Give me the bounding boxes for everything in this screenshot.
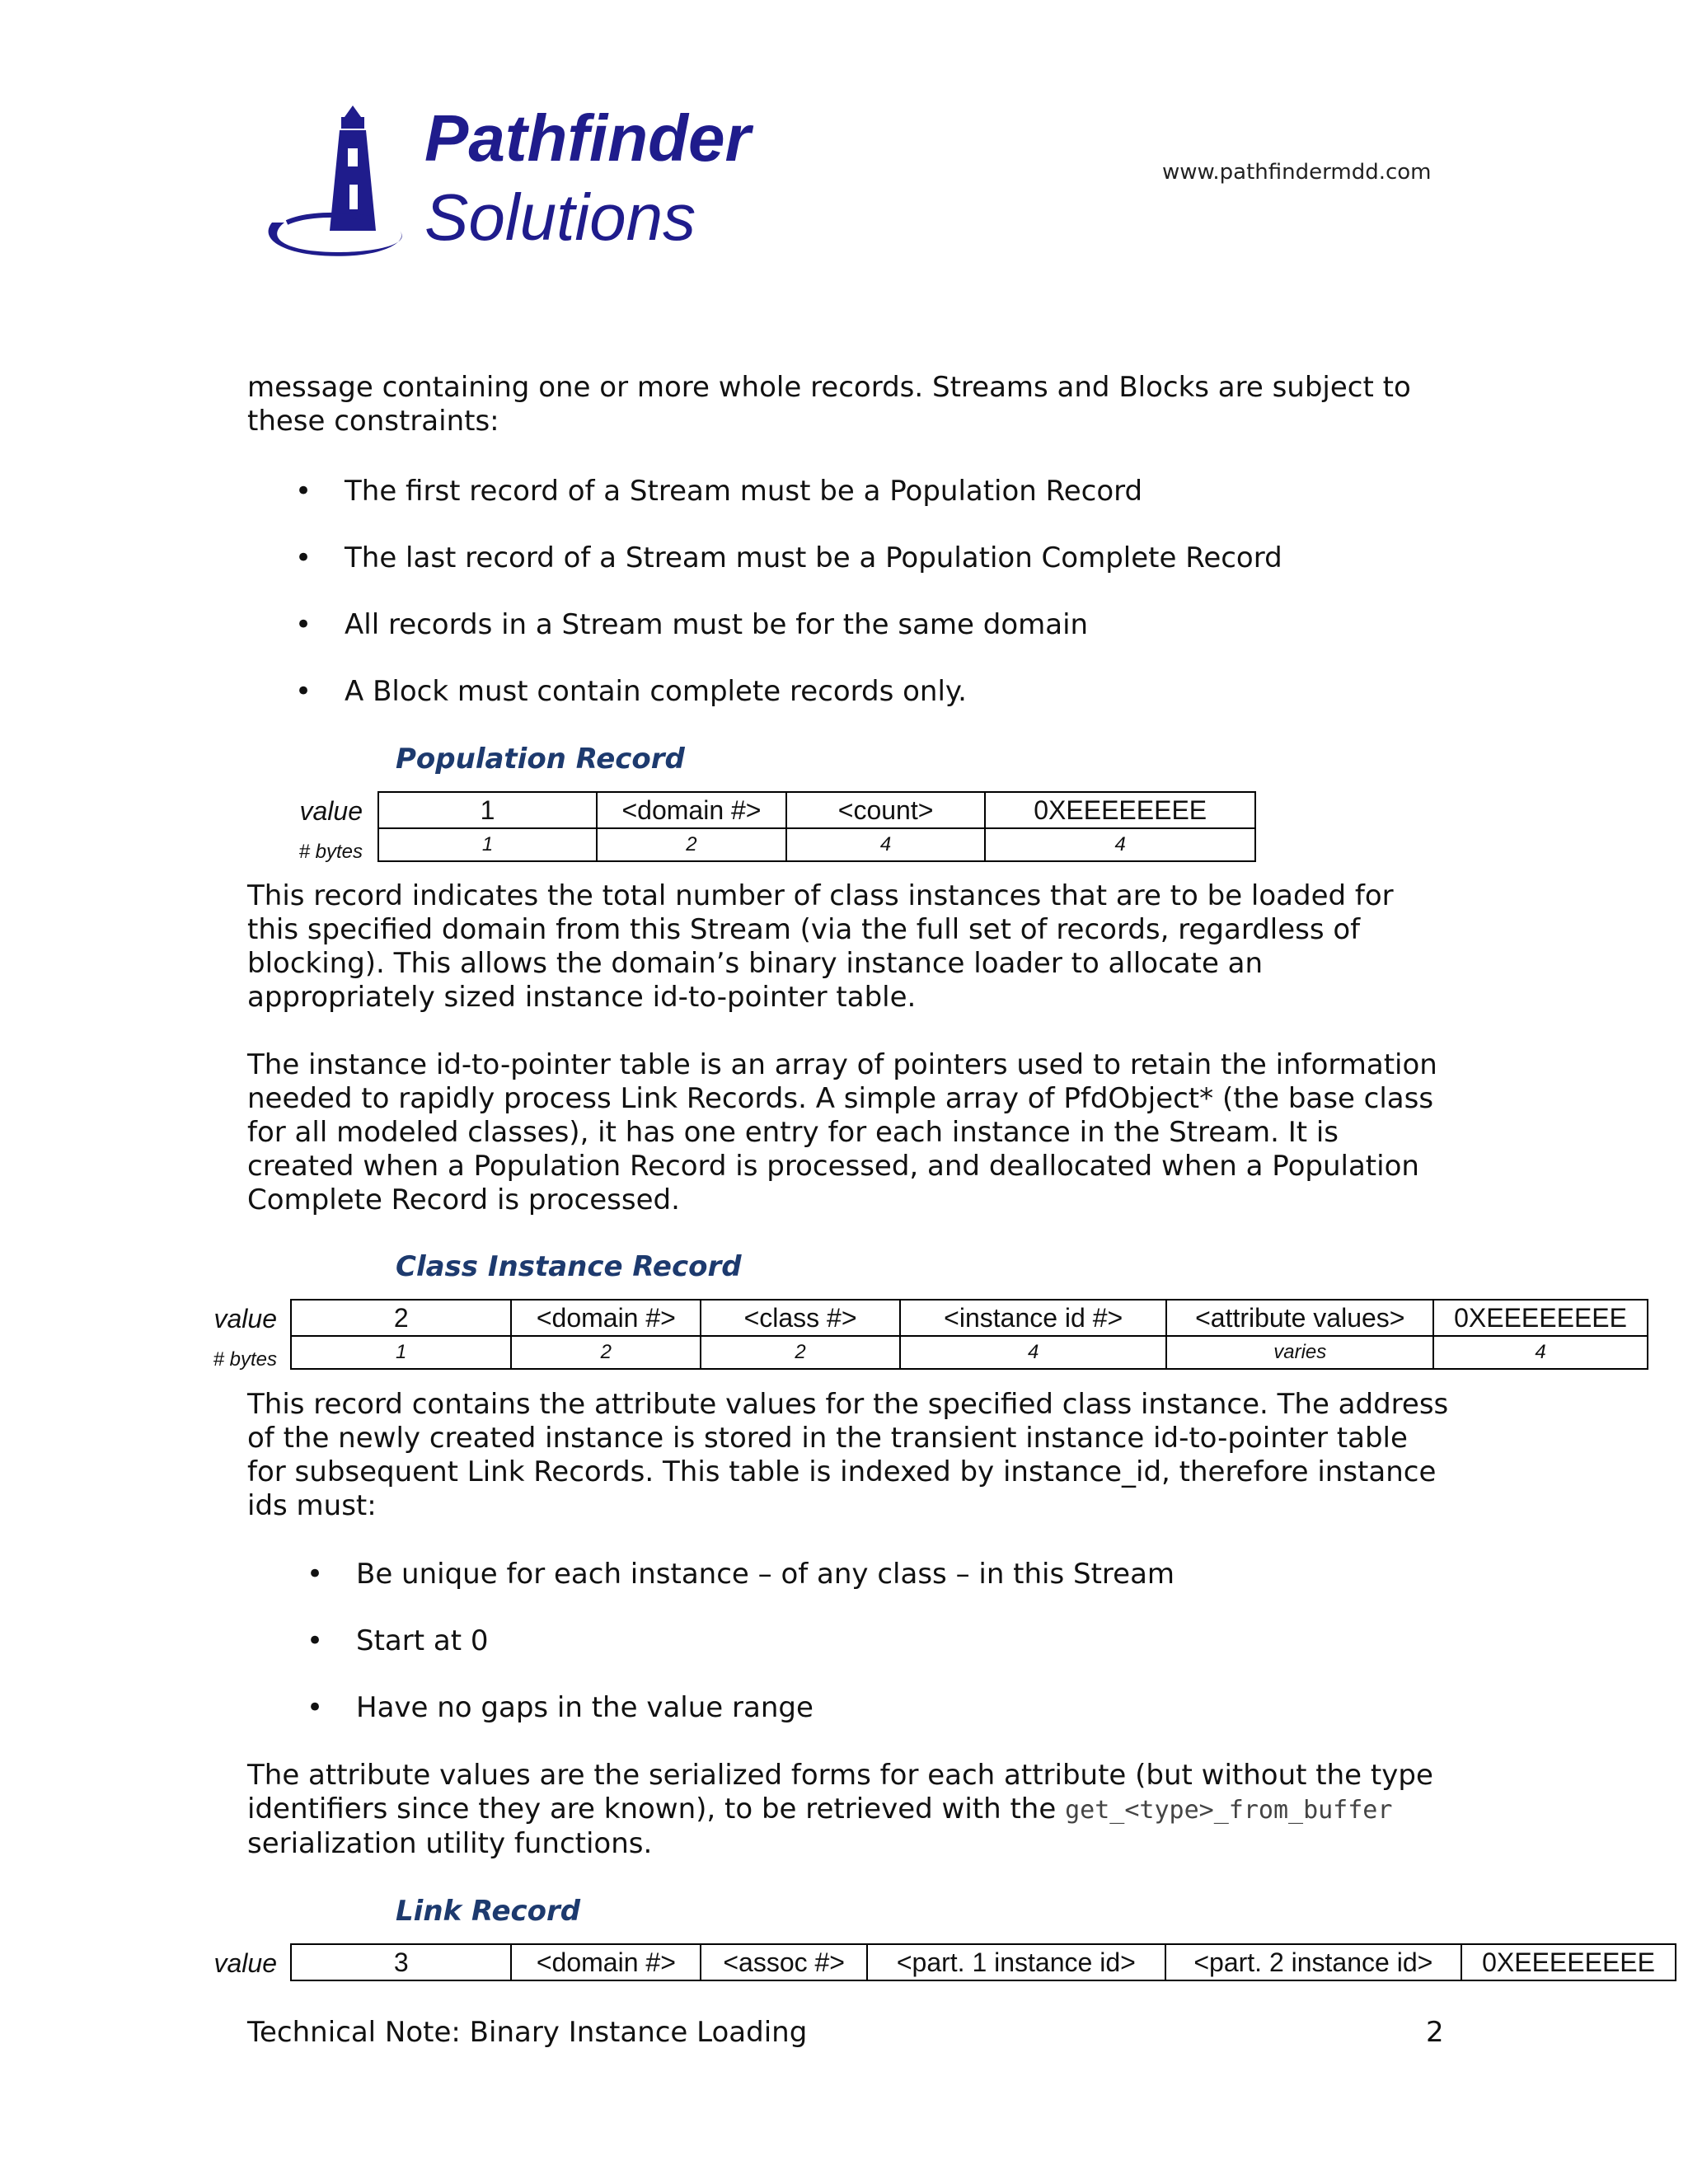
value-row-label: value xyxy=(213,1948,277,1978)
footer-title: Technical Note: Binary Instance Loading xyxy=(247,2016,808,2049)
bullet-icon: • xyxy=(295,475,312,508)
bullet-icon: • xyxy=(295,608,312,641)
table-cell: <count> xyxy=(786,792,986,828)
table-cell: 0XEEEEEEEE xyxy=(1433,1300,1648,1336)
class-instance-description-paragraph: This record contains the attribute values for the specified class instance. The address of the newly created instance is stored in the transient instance id-to-pointer table for subsequent Link Records. This table is indexed by instance_id, therefore instance ids must: xyxy=(247,1388,1449,1522)
table-cell: <class #> xyxy=(701,1300,900,1336)
table-cell: 1 xyxy=(378,828,597,861)
bullet-icon: • xyxy=(295,541,312,574)
table-cell: <part. 2 instance id> xyxy=(1165,1944,1462,1980)
class-instance-record-table xyxy=(290,1299,1648,1370)
company-logo xyxy=(247,99,808,264)
table-cell: 4 xyxy=(786,828,986,861)
table-cell: 4 xyxy=(985,828,1255,861)
table-cell: 4 xyxy=(1433,1336,1648,1369)
table-cell: 4 xyxy=(900,1336,1167,1369)
lighthouse-icon xyxy=(247,99,420,264)
table-cell: 2 xyxy=(597,828,786,861)
table-cell: <part. 1 instance id> xyxy=(867,1944,1165,1980)
table-cell: 1 xyxy=(378,792,597,828)
website-url: www.pathfindermdd.com xyxy=(1162,160,1432,185)
logo-wordmark-pathfinder: Pathfinder xyxy=(424,101,751,175)
population-record-table xyxy=(377,791,1256,862)
table-cell: <domain #> xyxy=(597,792,786,828)
bytes-row-label: # bytes xyxy=(298,841,363,863)
table-cell: <attribute values> xyxy=(1166,1300,1433,1336)
table-cell: 3 xyxy=(291,1944,511,1980)
table-cell: 0XEEEEEEEE xyxy=(985,792,1255,828)
section-heading-population-record: Population Record xyxy=(396,743,685,776)
table-cell: <instance id #> xyxy=(900,1300,1167,1336)
population-description-paragraph: This record indicates the total number of class instances that are to be loaded for this specified domain from this Stream (via the full set of records, regardless of blocking). This allows the domain’s binary instance loader to allocate an appropriately sized instance id-to-pointer table. xyxy=(247,879,1394,1014)
page-number: 2 xyxy=(1426,2016,1444,2049)
bullet-icon: • xyxy=(307,1624,324,1657)
table-cell: 2 xyxy=(511,1336,701,1369)
table-cell: 0XEEEEEEEE xyxy=(1461,1944,1676,1980)
section-heading-class-instance-record: Class Instance Record xyxy=(396,1250,742,1283)
function-name-code: get_<type>_from_buffer xyxy=(1065,1796,1393,1825)
section-heading-link-record: Link Record xyxy=(396,1895,581,1928)
table-cell: <assoc #> xyxy=(701,1944,867,1980)
link-record-table xyxy=(290,1943,1676,1981)
table-cell: <domain #> xyxy=(511,1944,701,1980)
id-table-paragraph: The instance id-to-pointer table is an array of pointers used to retain the information needed to rapidly process Link Records. A simple array of PfdObject* (the base class for all modeled classes), it has one entry for each instance in the Stream. It is created when a Population Record is processed, and deallocated when a Population Complete Record is processed. xyxy=(247,1048,1437,1216)
intro-paragraph: message containing one or more whole records. Streams and Blocks are subject to these constraints: xyxy=(247,371,1411,438)
logo-wordmark-solutions: Solutions xyxy=(424,180,696,254)
attribute-values-paragraph: The attribute values are the serialized forms for each attribute (but without the type identifiers since they are known), to be retrieved with the get_<type>_from_buffer serialization utility functions. xyxy=(247,1759,1433,1860)
table-cell: 2 xyxy=(701,1336,900,1369)
bytes-row-label: # bytes xyxy=(213,1348,277,1371)
table-cell: varies xyxy=(1166,1336,1433,1369)
table-cell: 2 xyxy=(291,1300,511,1336)
bullet-icon: • xyxy=(295,675,312,708)
bullet-icon: • xyxy=(307,1691,324,1724)
value-row-label: value xyxy=(299,796,363,826)
value-row-label: value xyxy=(213,1304,277,1333)
table-cell: <domain #> xyxy=(511,1300,701,1336)
bullet-icon: • xyxy=(307,1558,324,1591)
table-cell: 1 xyxy=(291,1336,511,1369)
